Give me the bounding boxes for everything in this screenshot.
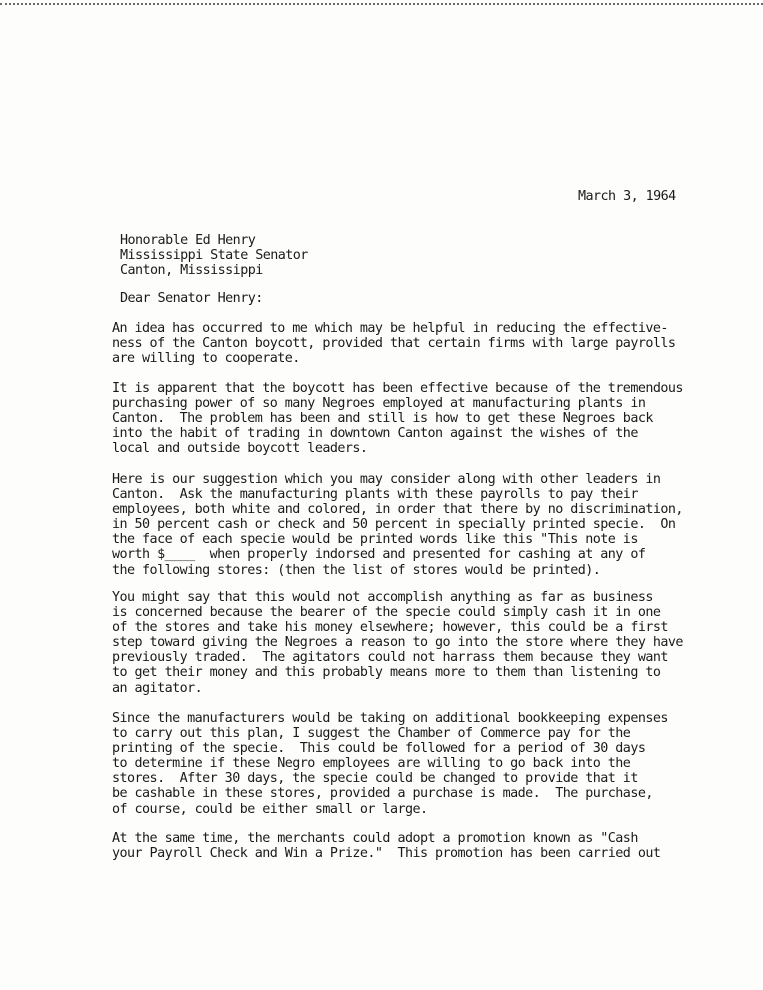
salutation: Dear Senator Henry: bbox=[120, 291, 263, 306]
text-line: of the stores and take his money elsewhere; however, this could be a first bbox=[112, 620, 668, 636]
body-paragraph bbox=[112, 321, 702, 366]
text-line: step toward giving the Negroes a reason to go into the store where they have bbox=[112, 635, 683, 651]
recipient-line: Honorable Ed Henry bbox=[120, 233, 256, 248]
recipient-line: Mississippi State Senator bbox=[120, 248, 308, 264]
body-paragraph bbox=[112, 711, 702, 817]
text-line: to determine if these Negro employees are willing to go back into the bbox=[112, 756, 631, 772]
text-line: purchasing power of so many Negroes employed at manufacturing plants in bbox=[112, 396, 646, 412]
text-line: to carry out this plan, I suggest the Chamber of Commerce pay for the bbox=[112, 726, 631, 742]
body-paragraph bbox=[112, 381, 702, 456]
text-line: Canton. Ask the manufacturing plants with these payrolls to pay their bbox=[112, 487, 638, 503]
body-paragraph bbox=[112, 472, 702, 578]
text-line: to get their money and this probably means more to them than listening to bbox=[112, 665, 661, 681]
text-line: previously traded. The agitators could not harrass them because they want bbox=[112, 650, 668, 666]
text-line: local and outside boycott leaders. bbox=[112, 441, 368, 457]
body-paragraph bbox=[112, 831, 702, 861]
text-line: are willing to cooperate. bbox=[112, 351, 300, 367]
text-line: An idea has occurred to me which may be helpful in reducing the effective- bbox=[112, 321, 668, 336]
recipient-address bbox=[120, 233, 308, 278]
text-line: ness of the Canton boycott, provided that certain firms with large payrolls bbox=[112, 336, 676, 352]
text-line: Since the manufacturers would be taking on additional bookkeeping expenses bbox=[112, 711, 668, 726]
text-line: Here is our suggestion which you may consider along with other leaders in bbox=[112, 472, 661, 487]
text-line: an agitator. bbox=[112, 680, 203, 696]
text-line: the face of each specie would be printed words like this "This note is bbox=[112, 532, 638, 548]
body-paragraph bbox=[112, 590, 702, 696]
text-line: into the habit of trading in downtown Canton against the wishes of the bbox=[112, 426, 638, 442]
text-line: Canton. The problem has been and still is how to get these Negroes back bbox=[112, 411, 653, 427]
text-line: employees, both white and colored, in order that there by no discrimination, bbox=[112, 502, 683, 518]
recipient-line: Canton, Mississippi bbox=[120, 263, 263, 279]
text-line: It is apparent that the boycott has been effective because of the tremendous bbox=[112, 381, 683, 396]
text-line: in 50 percent cash or check and 50 percent in specially printed specie. On bbox=[112, 517, 676, 533]
text-line: At the same time, the merchants could adopt a promotion known as "Cash bbox=[112, 831, 638, 846]
text-line: stores. After 30 days, the specie could be changed to provide that it bbox=[112, 771, 638, 787]
text-line: be cashable in these stores, provided a purchase is made. The purchase, bbox=[112, 786, 653, 802]
text-line: your Payroll Check and Win a Prize." This promotion has been carried out bbox=[112, 846, 661, 862]
top-edge-rule bbox=[0, 3, 763, 5]
text-line: of course, could be either small or large. bbox=[112, 801, 428, 817]
text-line: You might say that this would not accomplish anything as far as business bbox=[112, 590, 653, 605]
text-line: is concerned because the bearer of the specie could simply cash it in one bbox=[112, 605, 661, 621]
text-line: the following stores: (then the list of stores would be printed). bbox=[112, 562, 601, 578]
letter-date: March 3, 1964 bbox=[578, 189, 676, 204]
text-line: printing of the specie. This could be followed for a period of 30 days bbox=[112, 741, 646, 757]
text-line: worth $____ when properly indorsed and presented for cashing at any of bbox=[112, 547, 646, 563]
